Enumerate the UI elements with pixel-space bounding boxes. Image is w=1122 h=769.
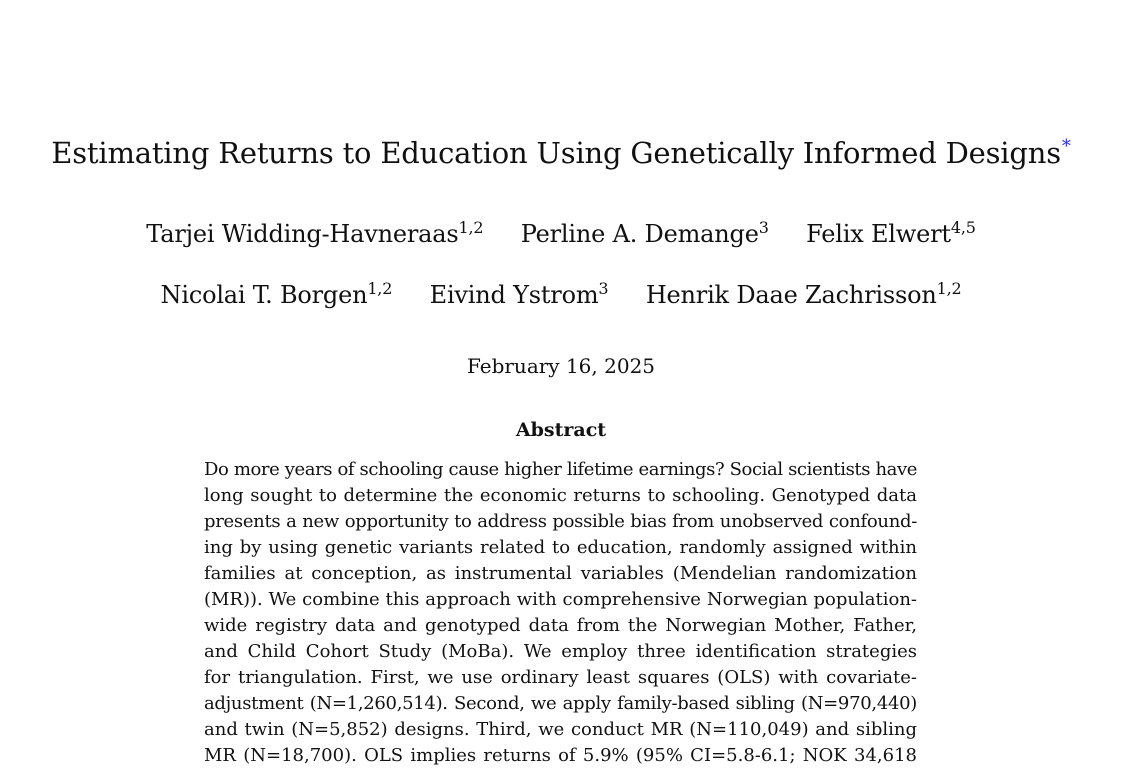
abstract-line: wide registry data and genotyped data from the Norwegian Mother, Father, xyxy=(204,615,917,636)
abstract-line: presents a new opportunity to address possible bias from unobserved confound- xyxy=(204,511,917,532)
abstract-line: ing by using genetic variants related to education, randomly assigned within xyxy=(204,537,917,558)
abstract-line: MR (N=18,700). OLS implies returns of 5.9% (95% CI=5.8-6.1; NOK 34,618 xyxy=(204,745,917,766)
abstract-line: and twin (N=5,852) designs. Third, we conduct MR (N=110,049) and sibling xyxy=(204,719,917,740)
abstract-line: families at conception, as instrumental variables (Mendelian randomization xyxy=(204,563,917,584)
abstract-body xyxy=(204,457,917,769)
abstract-line: and Child Cohort Study (MoBa). We employ three identification strategies xyxy=(204,641,917,662)
author-name: Perline A. Demange xyxy=(520,220,759,248)
paper-title xyxy=(0,136,1122,170)
author-name: Henrik Daae Zachrisson xyxy=(645,281,937,309)
abstract-line: (MR)). We combine this approach with comprehensive Norwegian population- xyxy=(204,589,917,610)
author-name: Eivind Ystrom xyxy=(429,281,599,309)
paper-title-text: Estimating Returns to Education Using Genetically Informed Designs xyxy=(51,136,1061,170)
abstract-line: adjustment (N=1,260,514). Second, we apply family-based sibling (N=970,440) xyxy=(204,693,917,714)
author-affiliation: 1,2 xyxy=(367,279,393,298)
abstract-line: for triangulation. First, we use ordinary least squares (OLS) with covariate- xyxy=(204,667,917,688)
author-affiliation: 3 xyxy=(598,279,609,298)
author-name: Tarjei Widding-Havneraas xyxy=(146,220,459,248)
author xyxy=(646,281,962,309)
author xyxy=(521,220,769,248)
author-affiliation: 3 xyxy=(758,218,769,237)
author xyxy=(146,220,483,248)
author-name: Nicolai T. Borgen xyxy=(160,281,368,309)
abstract-line: Do more years of schooling cause higher lifetime earnings? Social scientists have xyxy=(204,459,917,480)
author xyxy=(161,281,393,309)
author-affiliation: 1,2 xyxy=(936,279,962,298)
author xyxy=(806,220,976,248)
author-affiliation: 4,5 xyxy=(950,218,976,237)
title-footnote-link[interactable]: * xyxy=(1061,136,1071,158)
author-name: Felix Elwert xyxy=(806,220,951,248)
author-row-2 xyxy=(0,281,1122,309)
author xyxy=(430,281,609,309)
author-row-1 xyxy=(0,220,1122,248)
paper-date: February 16, 2025 xyxy=(466,354,656,378)
author-affiliation: 1,2 xyxy=(458,218,484,237)
abstract-heading: Abstract xyxy=(515,419,607,441)
abstract-line: long sought to determine the economic returns to schooling. Genotyped data xyxy=(204,485,917,506)
